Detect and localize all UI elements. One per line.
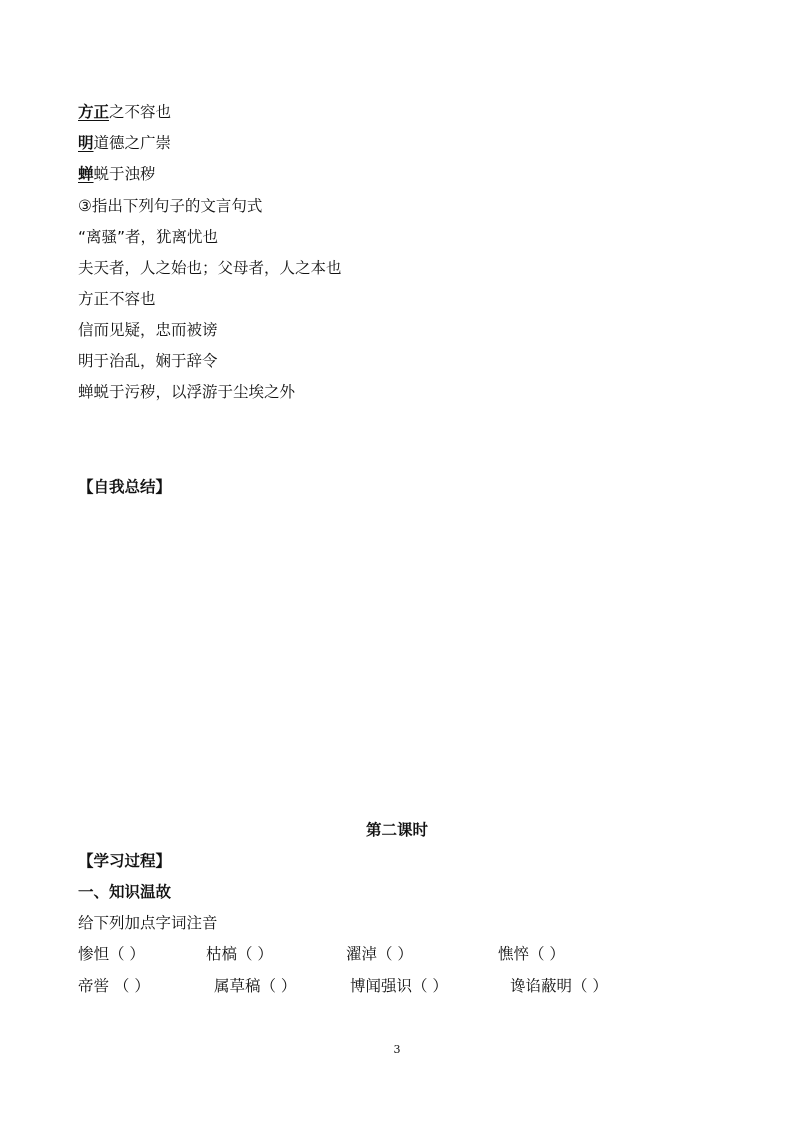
dotted-word: 蝉: [78, 165, 94, 183]
text-line: [78, 164, 156, 184]
text-span: 之不容也: [109, 103, 172, 121]
sentence-item: 蝉蜕于污秽，以浮游于尘埃之外: [78, 383, 296, 401]
pinyin-item: 帝喾 （ ）: [78, 977, 150, 995]
instruction-text: 给下列加点字词注音: [78, 914, 218, 932]
pinyin-row: [0, 974, 794, 996]
text-line: [78, 133, 171, 153]
dotted-word: 明: [78, 134, 94, 152]
text-span: 蜕于浊秽: [93, 165, 156, 183]
pinyin-item: 枯槁（ ）: [206, 945, 273, 963]
lesson-title: 第二课时: [365, 821, 428, 839]
pinyin-item: 博闻强识（ ）: [350, 977, 448, 995]
sentence-item: 信而见疑，忠而被谤: [78, 321, 218, 339]
page-number: 3: [393, 1043, 401, 1056]
pinyin-item: 憔悴（ ）: [498, 945, 565, 963]
section-heading: 一、知识温故: [78, 883, 172, 901]
sentence-item: 明于治乱，娴于辞令: [78, 352, 218, 370]
summary-heading: 【自我总结】: [78, 478, 172, 496]
pinyin-row: [0, 942, 794, 964]
sentence-item: “离骚”者，犹离忧也: [78, 228, 219, 246]
text-line: [78, 102, 171, 122]
sentence-item: 方正不容也: [78, 290, 156, 308]
dotted-word: 方正: [78, 103, 110, 121]
question-prompt: ③指出下列句子的文言句式: [78, 197, 263, 215]
sentence-item: 夫天者，人之始也；父母者，人之本也: [78, 259, 342, 277]
pinyin-item: 濯淖（ ）: [346, 945, 413, 963]
process-heading: 【学习过程】: [78, 852, 172, 870]
text-span: 道德之广崇: [93, 134, 172, 152]
pinyin-item: 惨怛（ ）: [78, 945, 145, 963]
pinyin-item: 谗谄蔽明（ ）: [510, 977, 608, 995]
pinyin-item: 属草稿（ ）: [214, 977, 297, 995]
